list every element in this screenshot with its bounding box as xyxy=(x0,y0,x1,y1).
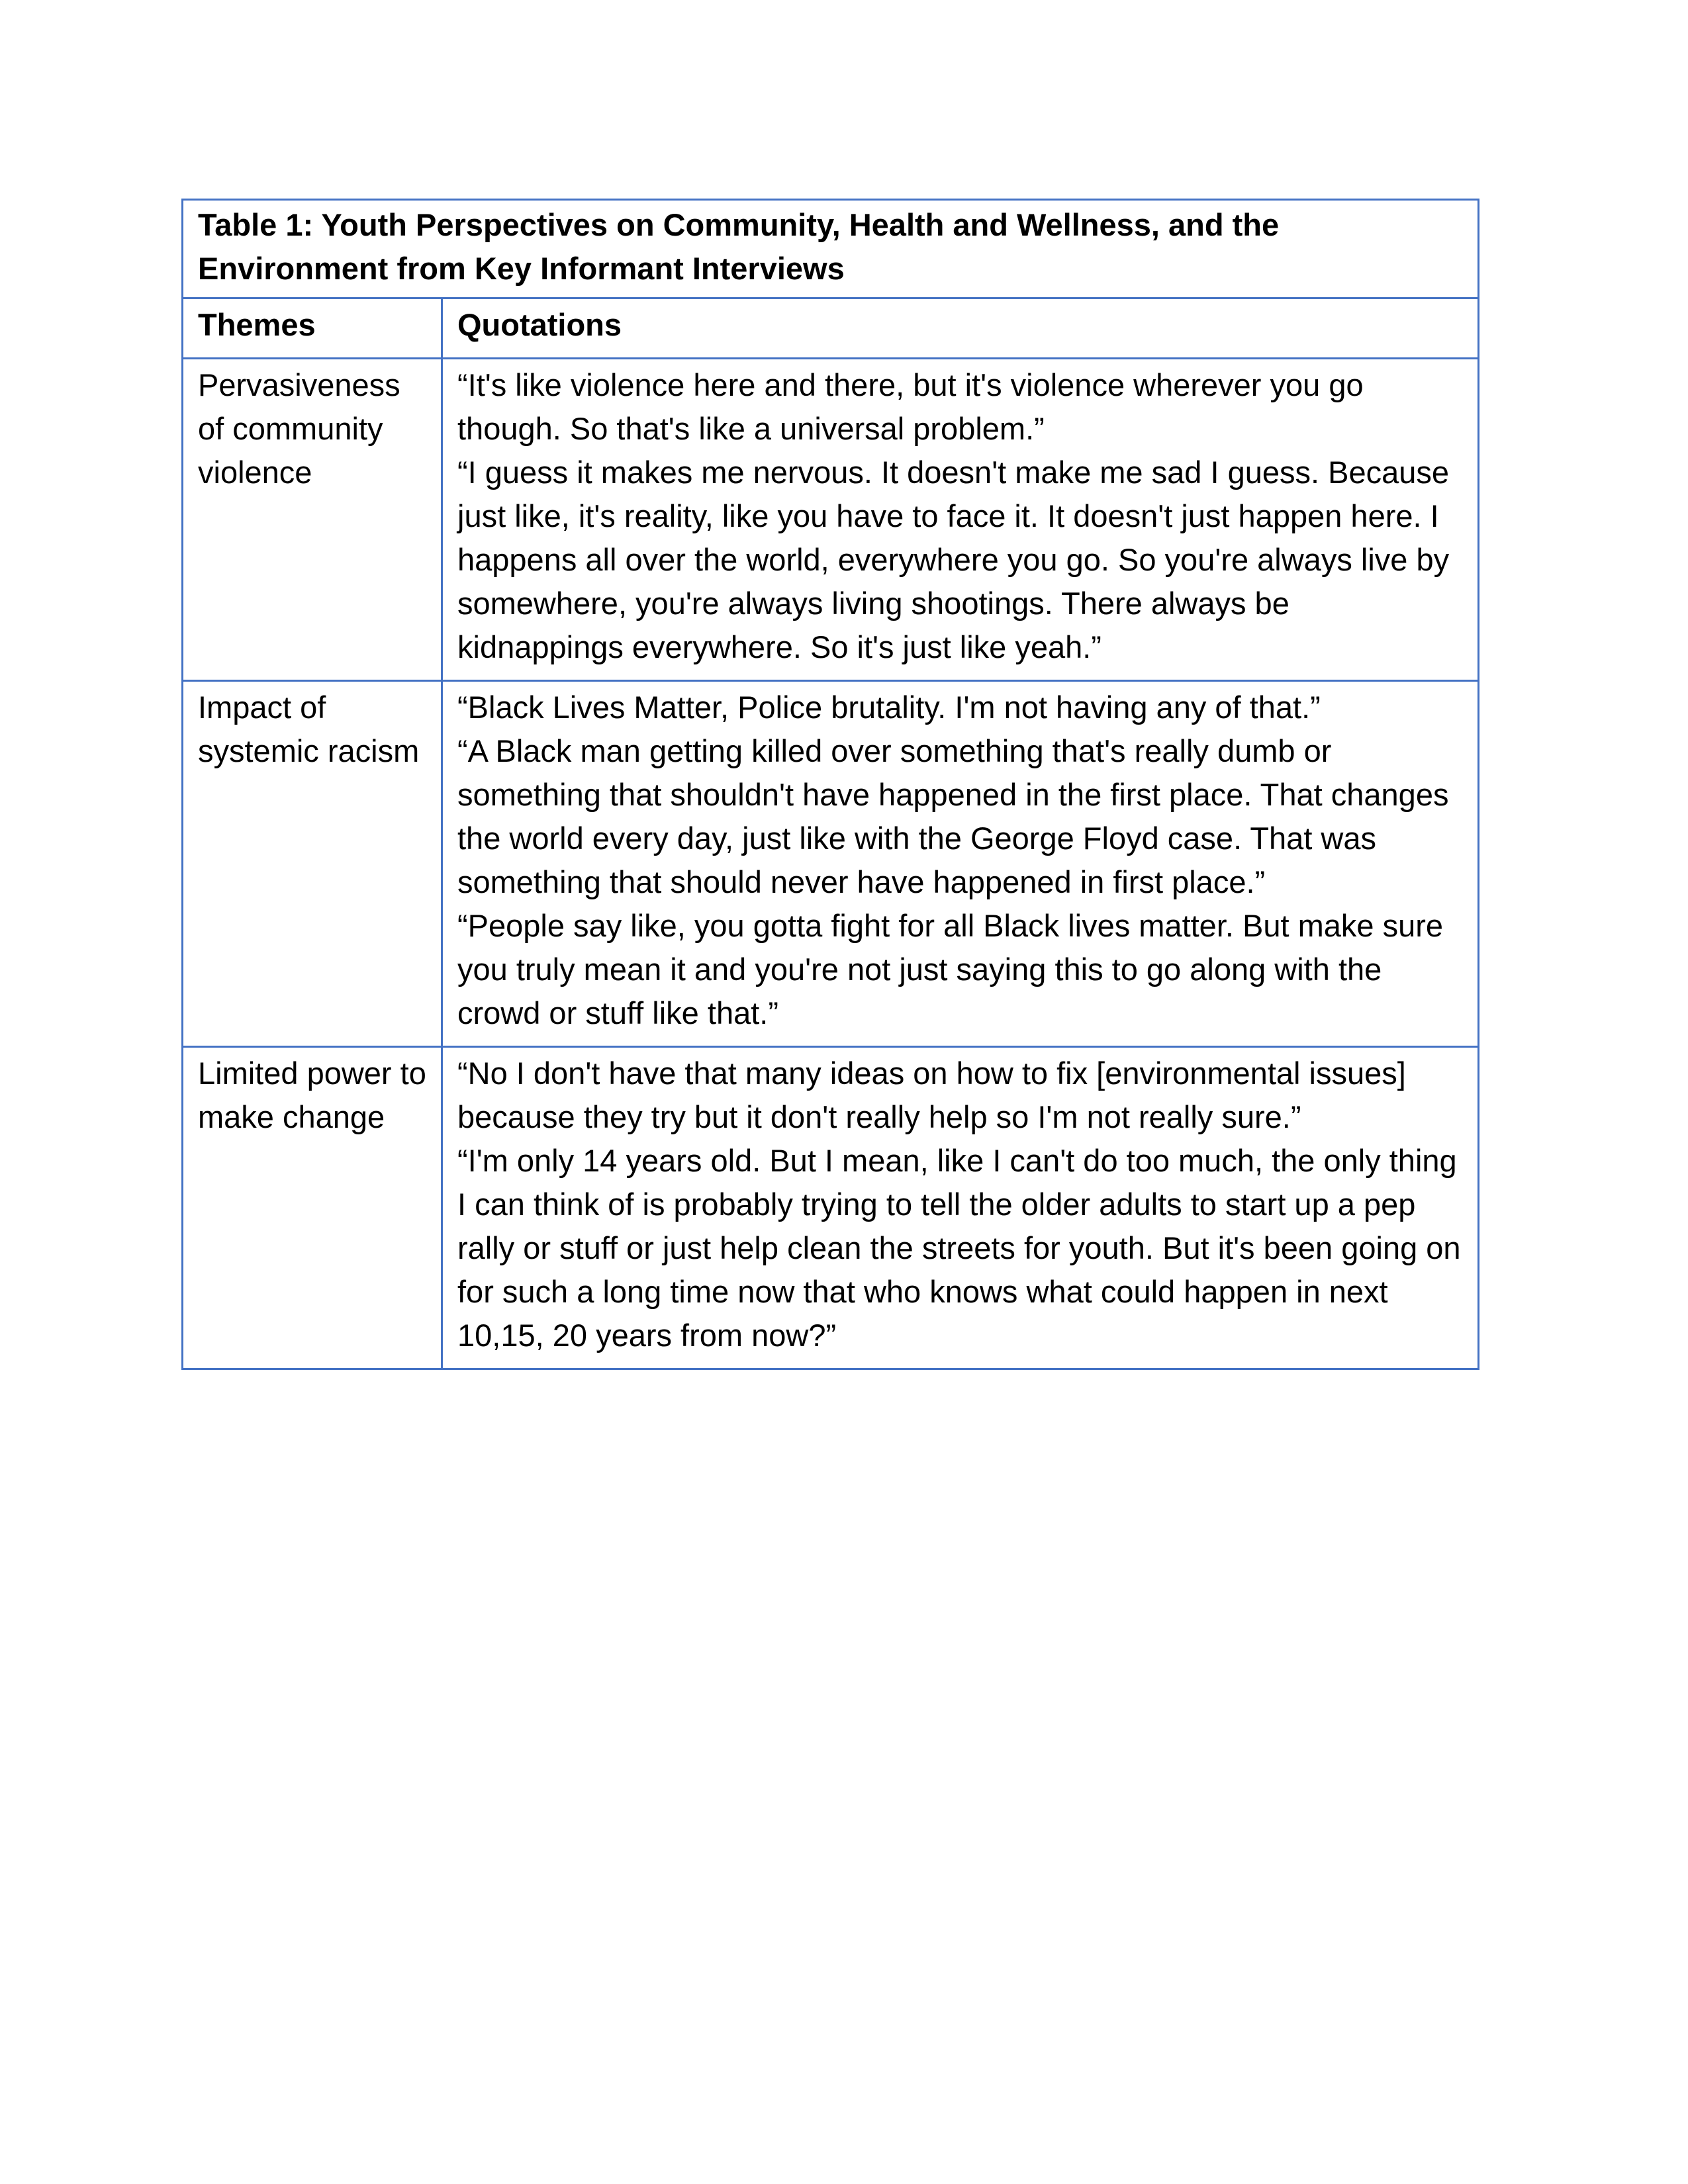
quotations-cell xyxy=(442,1047,1479,1369)
table-row xyxy=(183,1047,1479,1369)
quotation: “A Black man getting killed over something that's really dumb or something that shouldn't have happened in the first place. That changes the world every day, just like with the George Floyd case. That was something that should never have happened in first place.” xyxy=(457,733,1458,899)
quotations-header: Quotations xyxy=(442,298,1479,359)
table-caption-row xyxy=(183,200,1479,298)
quotation: “I guess it makes me nervous. It doesn't make me sad I guess. Because just like, it's reality, like you have to face it. It doesn't just happen here. I happens all over the world, everywhere you go. So you're always live by somewhere, you're always living shootings. There always be kidnappings everywhere. So it's just like yeah.” xyxy=(457,455,1458,664)
theme-cell: Limited power to make change xyxy=(183,1047,442,1369)
quotations-cell xyxy=(442,359,1479,681)
table-row xyxy=(183,681,1479,1047)
themes-quotations-table xyxy=(181,199,1479,1370)
quotation: “Black Lives Matter, Police brutality. I'm not having any of that.” xyxy=(457,690,1321,725)
quotations-cell xyxy=(442,681,1479,1047)
themes-header: Themes xyxy=(183,298,442,359)
quotation: “I'm only 14 years old. But I mean, like I can't do too much, the only thing I can think of is probably trying to tell the older adults to start up a pep rally or stuff or just help clean the streets for youth. But it's been going on for such a long time now that who knows what could happen in next 10,15, 20 years from now?” xyxy=(457,1143,1470,1353)
theme-cell: Pervasiveness of community violence xyxy=(183,359,442,681)
quotation: “No I don't have that many ideas on how to fix [environmental issues] because they try but it don't really help so I'm not really sure.” xyxy=(457,1056,1415,1134)
quotation: “It's like violence here and there, but it's violence wherever you go though. So that's like a universal problem.” xyxy=(457,367,1372,446)
table-header-row xyxy=(183,298,1479,359)
table-caption: Table 1: Youth Perspectives on Community, Health and Wellness, and the Environment from Key Informant Interviews xyxy=(183,200,1479,298)
table-row xyxy=(183,359,1479,681)
quotation: “People say like, you gotta fight for all Black lives matter. But make sure you truly mean it and you're not just saying this to go along with the crowd or stuff like that.” xyxy=(457,908,1452,1030)
theme-cell: Impact of systemic racism xyxy=(183,681,442,1047)
